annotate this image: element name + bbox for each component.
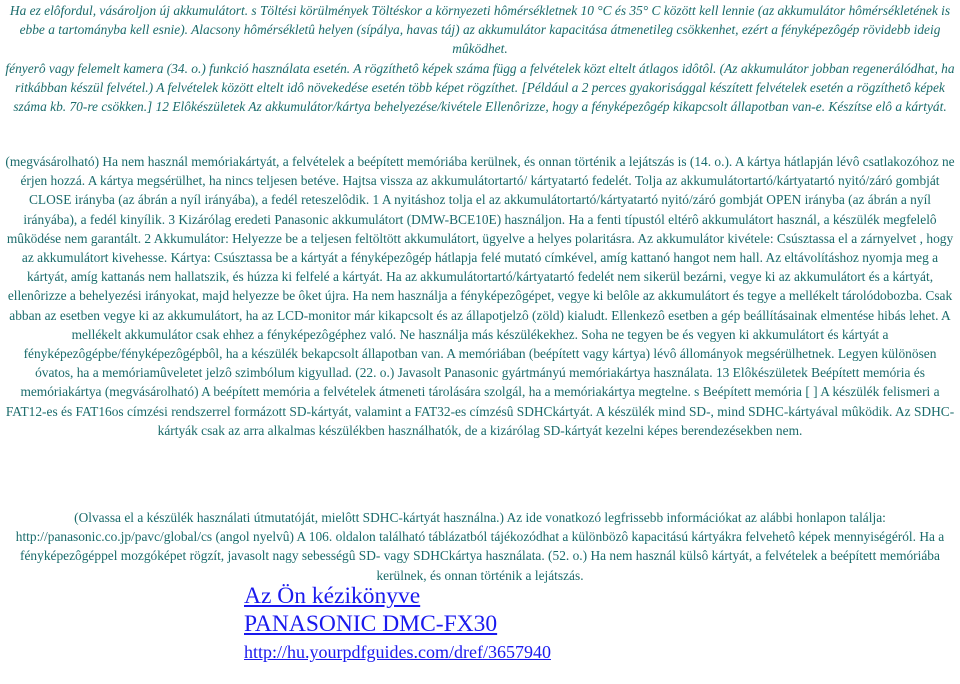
product-name-link[interactable]: PANASONIC DMC-FX30	[244, 611, 498, 637]
manual-url-link[interactable]: http://hu.yourpdfguides.com/dref/3657940	[244, 642, 551, 662]
manual-links	[244, 582, 744, 664]
manual-title-link[interactable]: Az Ön kézikönyve	[244, 583, 421, 609]
paragraph-battery-card-insertion: (megvásárolható) Ha nem használ memóriakártyát, a felvételek a beépített memóriába kerülnek, és onnan történik a lejátszás is (14. o.). A kártya hátlapján lévô csatlakozóhoz ne érjen hozzá. A kártya megsérülhet, ha nincs teljesen betéve. Hajtsa vissza az akkumulátortartó/ kártyatartó fedelét. Tolja az akkumulátortartó/kártyatartó nyitó/záró gombját CLOSE irányba (az ábrán a nyíl irányába), a fedél reteszelôdik. 1 A nyitáshoz tolja el az akkumulátortartó/kártyatartó nyitó/záró gombját OPEN irányba (az ábrán a nyíl irányába), a fedél kinyílik. 3 Kizárólag eredeti Panasonic akkumulátort (DMW-BCE10E) használjon. Ha a fenti típustól eltérô akkumulátort használ, a készülék megfelelô mûködése nem garantált. 2 Akkumulátor: Helyezze be a teljesen feltöltött akkumulátort, ügyelve a helyes polaritásra. Az akkumulátor kivétele: Csúsztassa el a zárnyelvet , hogy az akkumulátort kivehesse. Kártya: Csúsztassa be a kártyát a fényképezôgép hátlapja felé mutató címkével, amíg kattanó hangot nem hall. Az eltávolításhoz nyomja meg a kártyát, amíg kattanás nem hallatszik, és húzza ki felfelé a kártyát. Ha az akkumulátortartó/kártyatartó fedelét nem sikerül bezárni, vegye ki az akkumulátort és a kártyát, ellenôrizze a behelyezési irányokat, majd helyezze be ôket újra. Ha nem használja a fényképezôgépet, vegye ki belôle az akkumulátort és tegye a mellékelt tárolódobozba. Csak abban az esetben vegye ki az akkumulátort, ha az LCD-monitor már kikapcsolt és az állapotjelzô (zöld) kialudt. Ellenkezô esetben a gép beállításainak elmentése hibás lehet. A mellékelt akkumulátor csak ehhez a fényképezôgéphez való. Ne használja más készülékekhez. Soha ne tegyen be és vegyen ki akkumulátort és kártyát a fényképezôgépbe/fényképezôgépbôl, ha a készülék bekapcsolt állapotban van. A memóriában (beépített vagy kártya) lévô állományok megsérülhetnek. Legyen különösen óvatos, ha a memóriamûveletet jelzô szimbólum kigyullad. (22. o.) Javasolt Panasonic gyártmányú memóriakártya használata. 13 Elôkészületek Beépített memória és memóriakártya (megvásárolható) A beépített memória a felvételek átmeneti tárolására szolgál, ha a memóriakártya megtelne. s Beépített memória [ ] A készülék felismeri a FAT12-es és FAT16os címzési rendszerrel formázott SD-kártyát, valamint a FAT32-es címzésû SDHCkártyát. A készülék mind SD-, mind SDHC-kártyával mûködik. Az SDHC-kártyák csak az arra alkalmas készülékben használhatók, de a kizárólag SD-kártyát kezelni képes berendezésekben nem.	[5, 154, 955, 438]
paragraph-charging-conditions: Ha ez elôfordul, vásároljon új akkumulátort. s Töltési körülmények Töltéskor a környezeti hômérsékletnek 10 °C és 35° C között kell lennie (az akkumulátor hômérsékletének is ebbe a tartományba kell esnie). Alacsony hômérsékletû helyen (sípálya, havas táj) az akkumulátor kapacitása átmenetileg csökkenhet, ezért a fényképezôgép rövidebb ideig mûködhet.	[9, 3, 951, 57]
paragraph-recordable-images: fényerô vagy felemelt kamera (34. o.) funkció használata esetén. A rögzíthetô képek száma függ a felvételek közt eltelt átlagos idôtôl. (Az akkumulátor jobban regenerálódhat, ha ritkábban készül felvétel.) A felvételek között eltelt idô növekedése esetén több képet rögzíthet. [Például a 2 perces gyakorisággal készített felvételek esetén a rögzíthetô képek száma kb. 70-re csökken.] 12 Elôkészületek Az akkumulátor/kártya behelyezése/kivétele Ellenôrizze, hogy a fényképezôgép kikapcsolt állapotban van-e. Készítse elô a kártyát.	[5, 61, 955, 115]
paragraph-sdhc-info: (Olvassa el a készülék használati útmutatóját, mielôtt SDHC-kártyát használna.) Az ide vonatkozó legfrissebb információkat az alábbi honlapon találja: http://panasonic.co.jp/pavc/global/cs (angol nyelvû) A 106. oldalon található táblázatból tájékozódhat a különbözô kapacitású kártyákra felvehetô képek mennyiségéról. Ha a fényképezôgéppel mozgóképet rögzít, javasolt nagy sebességû SD- vagy SDHCkártya használata. (52. o.) Ha nem használ külsô kártyát, a felvételek a beépített memóriába kerülnek, és onnan történik a lejátszás.	[15, 510, 945, 583]
